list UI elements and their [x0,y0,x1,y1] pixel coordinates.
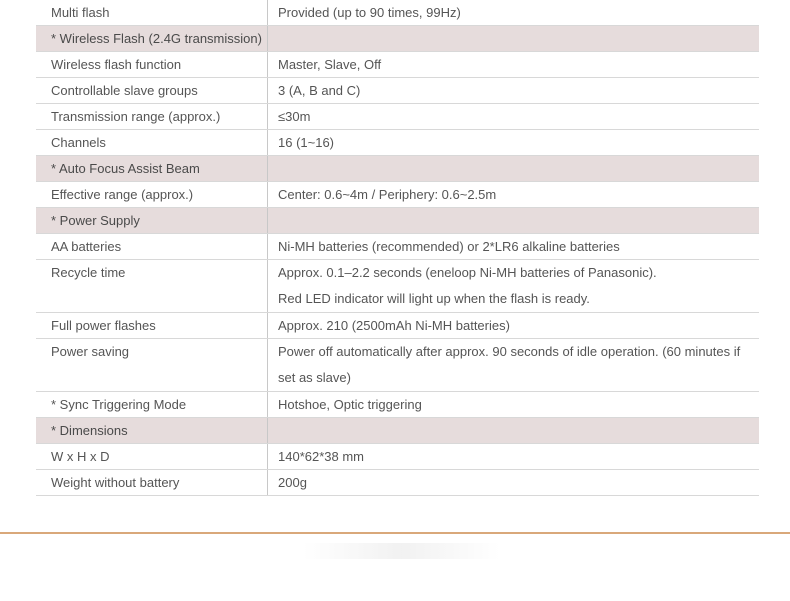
spec-row [36,260,759,313]
spec-label: Wireless flash function [36,52,268,78]
spec-value-line: Approx. 0.1–2.2 seconds (eneloop Ni-MH batteries of Panasonic). [278,265,657,280]
spec-label: Effective range (approx.) [36,182,268,208]
section-title: * Wireless Flash (2.4G transmission) [36,26,268,52]
spec-row [36,78,759,104]
faint-decorative-band [303,543,500,559]
spec-row [36,313,759,339]
section-header-row [36,418,759,444]
spec-value [268,339,760,392]
spec-value: Approx. 210 (2500mAh Ni-MH batteries) [268,313,760,339]
spec-label: Recycle time [36,260,268,313]
section-title: * Power Supply [36,208,268,234]
section-header-row [36,26,759,52]
spec-value [268,26,760,52]
spec-row [36,52,759,78]
spec-row [36,339,759,392]
spec-value: 140*62*38 mm [268,444,760,470]
spec-row [36,104,759,130]
spec-label: Transmission range (approx.) [36,104,268,130]
spec-label: W x H x D [36,444,268,470]
spec-value-line: Red LED indicator will light up when the flash is ready. [278,291,590,306]
spec-value: Ni-MH batteries (recommended) or 2*LR6 alkaline batteries [268,234,760,260]
spec-row [36,392,759,418]
section-title: * Dimensions [36,418,268,444]
section-header-row [36,208,759,234]
spec-value: Hotshoe, Optic triggering [268,392,760,418]
spec-value [268,260,760,313]
spec-row [36,444,759,470]
section-header-row [36,156,759,182]
section-title: * Auto Focus Assist Beam [36,156,268,182]
spec-label: Controllable slave groups [36,78,268,104]
spec-label: Weight without battery [36,470,268,496]
spec-table [36,0,759,496]
spec-table-body [36,0,759,496]
spec-value-line: set as slave) [278,370,351,385]
spec-value: Center: 0.6~4m / Periphery: 0.6~2.5m [268,182,760,208]
spec-value: 3 (A, B and C) [268,78,760,104]
spec-label: Full power flashes [36,313,268,339]
spec-value [268,418,760,444]
spec-value: 16 (1~16) [268,130,760,156]
spec-value [268,156,760,182]
spec-value: 200g [268,470,760,496]
spec-label: Power saving [36,339,268,392]
spec-value [268,208,760,234]
spec-row [36,0,759,26]
spec-value: Master, Slave, Off [268,52,760,78]
spec-row [36,234,759,260]
spec-label: Multi flash [36,0,268,26]
spec-value: ≤30m [268,104,760,130]
spec-label: * Sync Triggering Mode [36,392,268,418]
spec-row [36,182,759,208]
spec-label: AA batteries [36,234,268,260]
spec-label: Channels [36,130,268,156]
spec-value: Provided (up to 90 times, 99Hz) [268,0,760,26]
spec-row [36,130,759,156]
spec-value-line: Power off automatically after approx. 90 seconds of idle operation. (60 minutes if [278,344,741,359]
footer-divider [0,532,790,534]
spec-row [36,470,759,496]
